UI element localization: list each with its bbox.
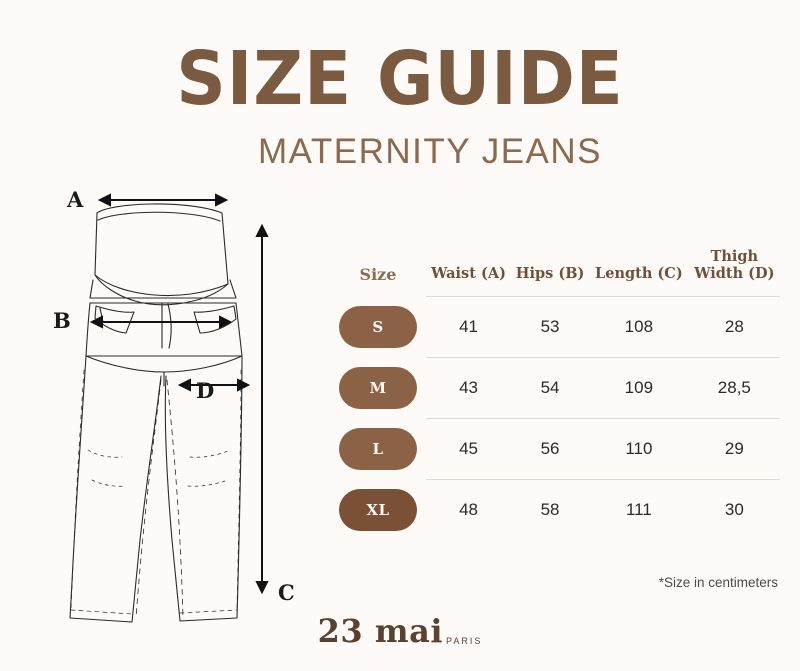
thigh-value: 28,5 [689, 358, 780, 419]
page-subtitle: MATERNITY JEANS [257, 132, 603, 171]
table-row [330, 358, 780, 419]
thigh-value: 28 [689, 297, 780, 358]
length-value: 108 [589, 297, 689, 358]
length-value: 110 [589, 419, 689, 480]
status-badge: L [339, 428, 417, 470]
dimension-label-c: C [278, 580, 295, 605]
status-badge: XL [339, 489, 417, 531]
units-note: *Size in centimeters [658, 575, 778, 590]
size-cell [330, 297, 426, 358]
length-value: 109 [589, 358, 689, 419]
column-header-hips: Hips (B) [515, 265, 585, 282]
waist-value: 43 [426, 358, 511, 419]
waist-value: 41 [426, 297, 511, 358]
size-cell [330, 358, 426, 419]
hips-value: 56 [511, 419, 589, 480]
size-table [330, 248, 780, 540]
dimension-label-d: D [196, 378, 215, 403]
column-header-thigh-line2: Width (D) [694, 265, 775, 282]
column-header-thigh-line1: Thigh [710, 248, 759, 265]
dimension-label-a: A [67, 187, 84, 212]
dimension-label-b: B [53, 308, 71, 333]
brand-logo-name: 23 mai [317, 612, 444, 650]
thigh-value: 29 [689, 419, 780, 480]
table-header-row [330, 248, 780, 297]
size-table-container [330, 248, 780, 540]
hips-value: 58 [511, 480, 589, 541]
column-header-length: Length (C) [595, 265, 683, 282]
header [0, 36, 800, 172]
status-badge: S [339, 306, 417, 348]
hips-value: 53 [511, 297, 589, 358]
table-header [330, 248, 780, 297]
column-header-thigh-width [689, 248, 780, 297]
table-row [330, 297, 780, 358]
column-header-size: Size [359, 264, 397, 284]
column-header-waist: Waist (A) [431, 265, 506, 282]
status-badge: M [339, 367, 417, 409]
length-value: 111 [589, 480, 689, 541]
waist-value: 45 [426, 419, 511, 480]
jeans-diagram [40, 180, 340, 650]
table-row [330, 419, 780, 480]
size-cell [330, 419, 426, 480]
waist-value: 48 [426, 480, 511, 541]
table-row [330, 480, 780, 541]
page-title: SIZE GUIDE [176, 36, 624, 122]
brand-logo [318, 612, 483, 650]
thigh-value: 30 [689, 480, 780, 541]
brand-logo-location: PARIS [446, 636, 483, 646]
hips-value: 54 [511, 358, 589, 419]
size-cell [330, 480, 426, 541]
table-body [330, 297, 780, 541]
